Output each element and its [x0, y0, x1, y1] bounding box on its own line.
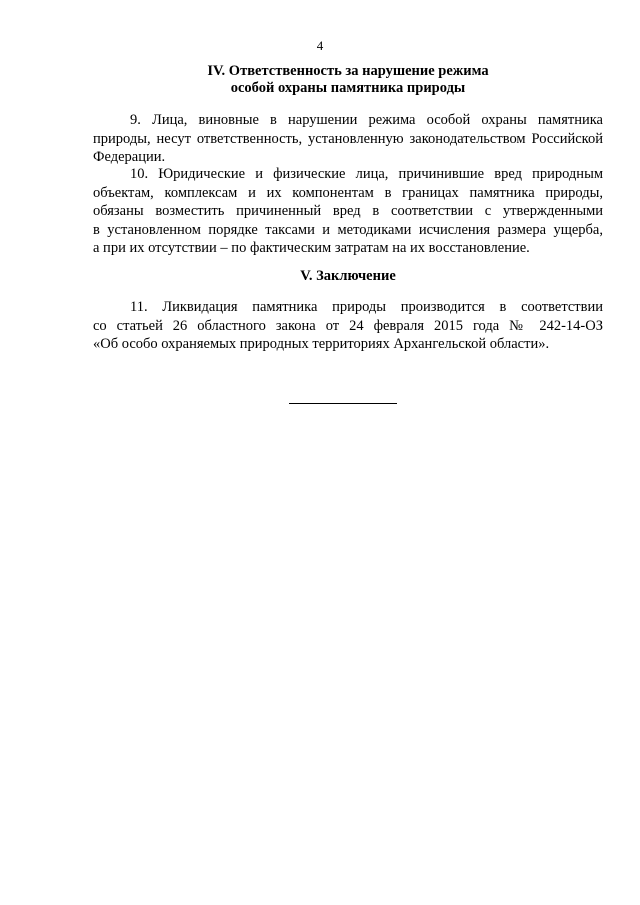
end-divider: [289, 403, 397, 404]
paragraph-11: [93, 298, 603, 354]
section-iv-heading-line1: IV. Ответственность за нарушение режима: [207, 63, 489, 79]
paragraph-11-line: «Об особо охраняемых природных территориях Архангельской области».: [93, 336, 550, 352]
section-iv-heading-line2: особой охраны памятника природы: [230, 80, 466, 96]
paragraph-11-line: со статьей 26 областного закона от 24 февраля 2015 года № 242-14-ОЗ: [93, 317, 603, 334]
paragraph-10-line: в установленном порядке таксами и методиками исчисления размера ущерба,: [93, 221, 603, 238]
paragraph-10-line: объектам, комплексам и их компонентам в границах памятника природы,: [93, 184, 603, 201]
paragraph-10-line: обязаны возместить причиненный вред в соответствии с утвержденными: [93, 203, 603, 219]
paragraph-10-line: а при их отсутствии – по фактическим затратам на их восстановление.: [93, 240, 530, 256]
paragraph-9-line: природы, несут ответственность, установленную законодательством Российской: [93, 130, 603, 147]
paragraph-9: [93, 111, 603, 167]
paragraph-9-line: Федерации.: [93, 149, 166, 165]
page-number: 4: [316, 38, 324, 53]
paragraph-11-line: 11. Ликвидация памятника природы производится в соответствии: [130, 299, 603, 315]
paragraph-9-line: 9. Лица, виновные в нарушении режима особой охраны памятника: [130, 112, 603, 128]
paragraph-10: [93, 165, 603, 258]
paragraph-10-line: 10. Юридические и физические лица, причинившие вред природным: [130, 166, 603, 182]
section-iv-heading: [93, 63, 603, 97]
section-v-heading: V. Заключение: [300, 268, 396, 284]
